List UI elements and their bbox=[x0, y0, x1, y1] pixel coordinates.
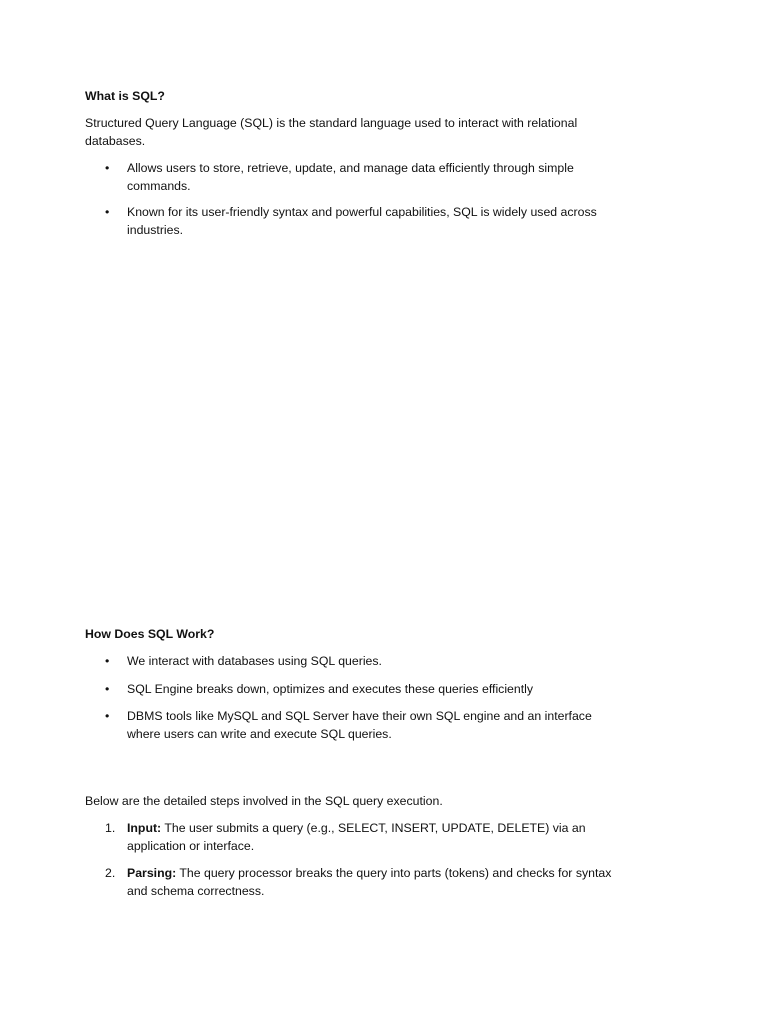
step-label: Input: bbox=[127, 821, 162, 835]
step-item bbox=[85, 865, 625, 900]
bullet-marker: • bbox=[105, 681, 110, 696]
intro-paragraph: Structured Query Language (SQL) is the standard language used to interact with relational databases. bbox=[85, 116, 578, 148]
list-item-text: We interact with databases using SQL queries. bbox=[127, 654, 382, 668]
execution-steps-list bbox=[85, 820, 625, 900]
section1-bullet-list bbox=[85, 160, 625, 239]
list-item bbox=[85, 653, 625, 671]
list-item bbox=[85, 204, 625, 239]
step-label: Parsing: bbox=[127, 866, 177, 881]
steps-intro-paragraph: Below are the detailed steps involved in the SQL query execution. bbox=[85, 794, 443, 808]
list-item-text: Allows users to store, retrieve, update, and manage data efficiently through simple commands. bbox=[127, 161, 574, 193]
step-item bbox=[85, 820, 625, 855]
section2-bullet-list bbox=[85, 653, 625, 743]
bullet-marker: • bbox=[105, 161, 110, 175]
bullet-marker: • bbox=[105, 709, 110, 724]
list-item bbox=[85, 681, 625, 699]
step-text: The query processor breaks the query into parts (tokens) and checks for syntax and schema correctness. bbox=[127, 866, 612, 898]
bullet-marker: • bbox=[105, 205, 110, 220]
step-number: 2. bbox=[105, 866, 116, 881]
step-number: 1. bbox=[105, 821, 116, 835]
list-item-text: Known for its user-friendly syntax and powerful capabilities, SQL is widely used across industries. bbox=[127, 205, 597, 237]
bullet-marker: • bbox=[105, 654, 110, 668]
list-item-text: SQL Engine breaks down, optimizes and executes these queries efficiently bbox=[127, 681, 534, 696]
heading-how-does-sql-work: How Does SQL Work? bbox=[85, 627, 215, 641]
list-item bbox=[85, 160, 625, 195]
list-item bbox=[85, 708, 625, 743]
heading-what-is-sql: What is SQL? bbox=[85, 89, 165, 103]
step-text: The user submits a query (e.g., SELECT, INSERT, UPDATE, DELETE) via an application or interface. bbox=[127, 821, 586, 853]
list-item-text: DBMS tools like MySQL and SQL Server have their own SQL engine and an interface where users can write and execute SQL queries. bbox=[127, 709, 592, 741]
